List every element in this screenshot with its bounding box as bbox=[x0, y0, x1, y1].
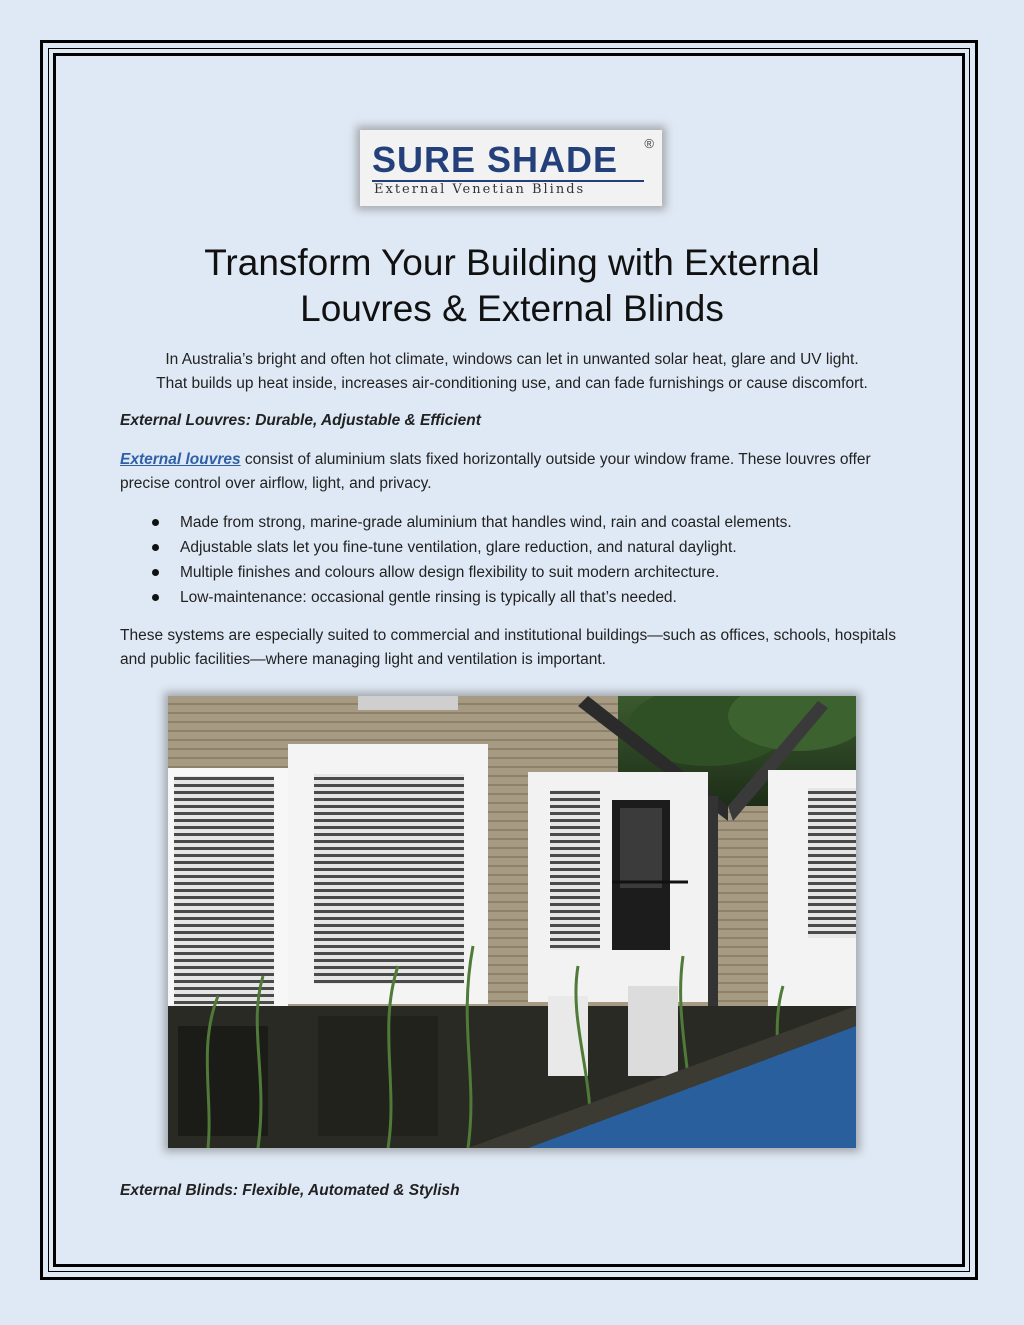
louvres-paragraph-text: consist of aluminium slats fixed horizontally outside your window frame. These louvres offer precise control over airflow, light, and privacy. bbox=[120, 451, 871, 492]
page-title bbox=[80, 240, 944, 332]
louvres-paragraph bbox=[120, 448, 910, 496]
list-item: Low-maintenance: occasional gentle rinsing is typically all that’s needed. bbox=[150, 585, 910, 610]
intro-line1: In Australia’s bright and often hot climate, windows can let in unwanted solar heat, glare and UV light. bbox=[165, 351, 859, 368]
list-item: Adjustable slats let you fine-tune ventilation, glare reduction, and natural daylight. bbox=[150, 535, 910, 560]
louvres-feature-list bbox=[150, 510, 910, 610]
page-title-line2: Louvres & External Blinds bbox=[300, 288, 724, 329]
closing-paragraph: These systems are especially suited to commercial and institutional buildings—such as offices, schools, hospitals and public facilities—where managing light and ventilation is important. bbox=[120, 627, 896, 668]
logo-registered-mark: ® bbox=[644, 136, 654, 151]
logo-brand: SURE SHADE bbox=[372, 139, 619, 180]
sure-shade-logo bbox=[360, 130, 662, 206]
building-illustration bbox=[168, 696, 856, 1148]
list-item: Multiple finishes and colours allow design flexibility to suit modern architecture. bbox=[150, 560, 910, 585]
intro-line2: That builds up heat inside, increases air-conditioning use, and can fade furnishings or cause discomfort. bbox=[156, 375, 868, 392]
section-heading-louvres: External Louvres: Durable, Adjustable & Efficient bbox=[120, 412, 481, 429]
page-title-line1: Transform Your Building with External bbox=[204, 242, 820, 283]
logo-tagline: External Venetian Blinds bbox=[374, 182, 586, 197]
list-item: Made from strong, marine-grade aluminium that handles wind, rain and coastal elements. bbox=[150, 510, 910, 535]
intro-paragraph bbox=[110, 348, 914, 396]
section-heading-blinds: External Blinds: Flexible, Automated & Stylish bbox=[120, 1182, 460, 1199]
building-louvres-photo bbox=[168, 696, 856, 1148]
external-louvres-link[interactable]: External louvres bbox=[120, 451, 241, 468]
